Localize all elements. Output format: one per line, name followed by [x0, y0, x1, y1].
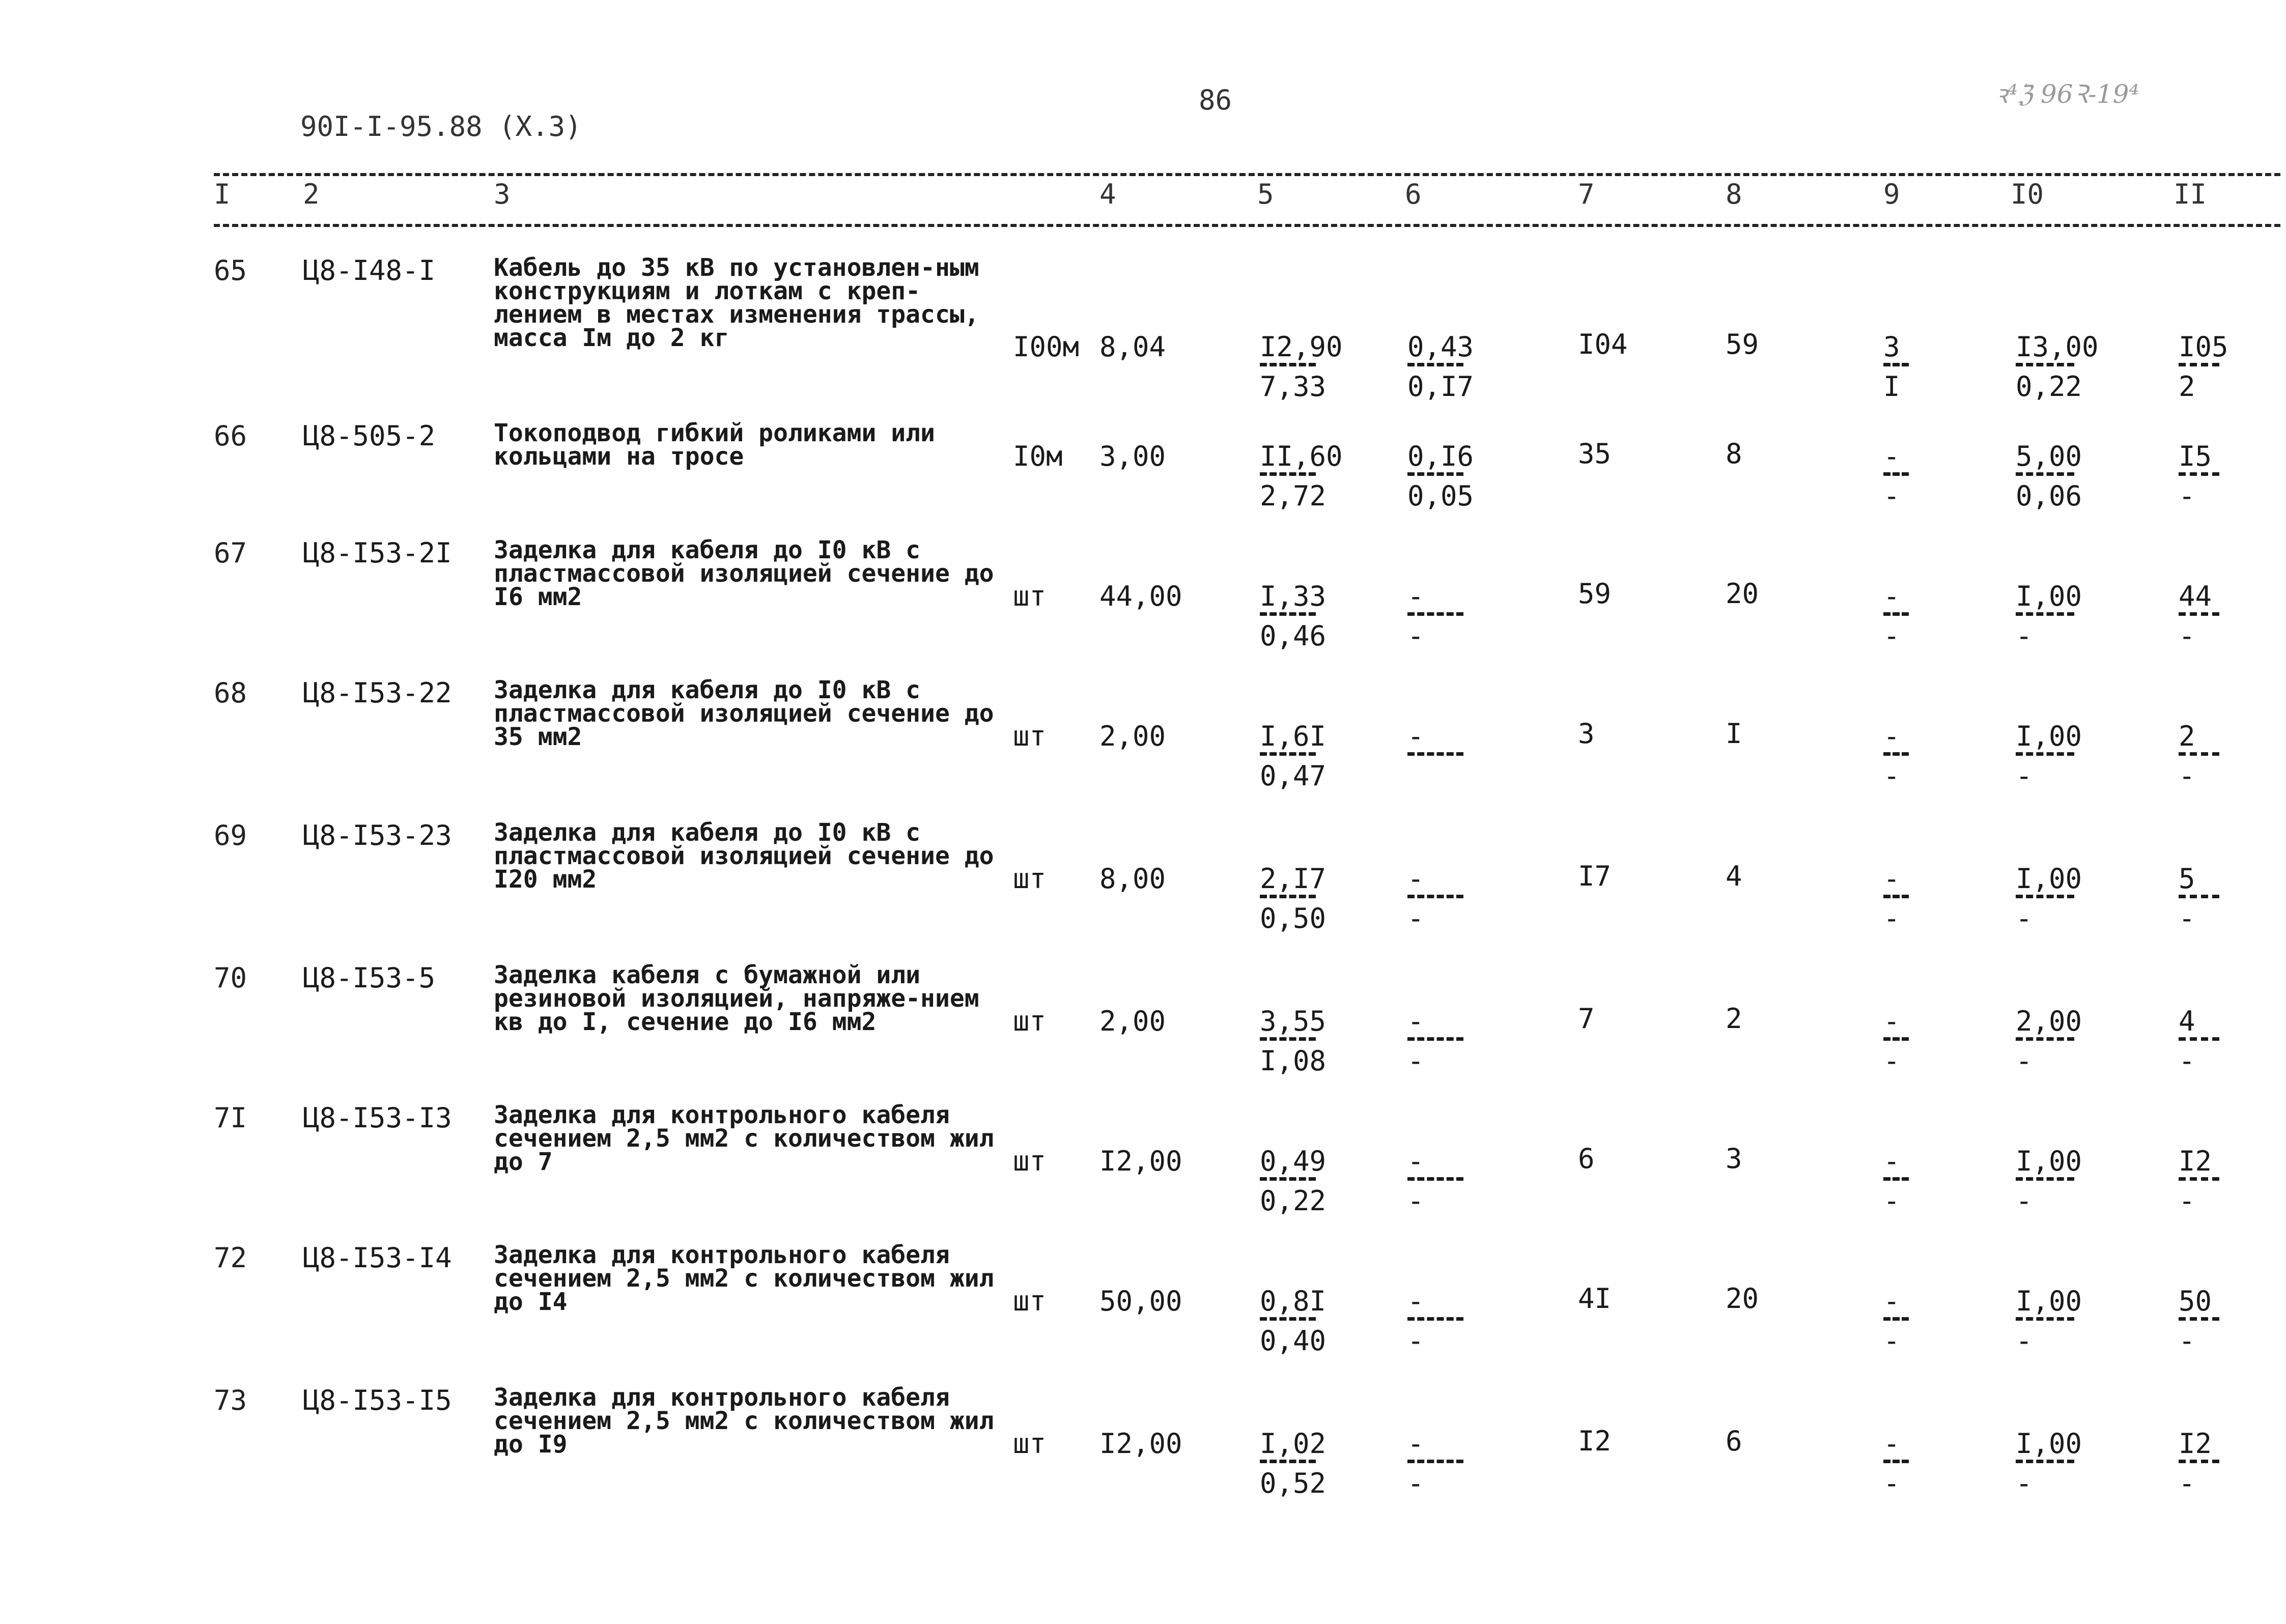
fraction-line-c5	[1260, 895, 1316, 898]
fraction-line-c6	[1407, 752, 1463, 756]
fraction-line-c10	[2016, 363, 2074, 366]
value-c5-bottom: 0,46	[1260, 620, 1327, 652]
row-number: 72	[214, 1242, 247, 1274]
value-c11-top: 50	[2179, 1285, 2212, 1317]
value-c11-bottom: -	[2179, 1045, 2195, 1077]
column-header-7: 7	[1578, 178, 1595, 210]
column-header-6: 6	[1405, 178, 1422, 210]
value-c8: 4	[1726, 860, 1742, 892]
value-c5-top: I,02	[1260, 1428, 1327, 1460]
fraction-line-c10	[2016, 472, 2074, 476]
header-top-rule	[214, 173, 2280, 176]
value-c11-bottom: 2	[2179, 371, 2195, 403]
value-c10-bottom: 0,06	[2016, 480, 2082, 512]
column-header-1: I	[214, 178, 231, 210]
value-c8: 6	[1726, 1425, 1742, 1457]
quantity: 44,00	[1099, 580, 1182, 612]
value-c9-bottom: -	[1883, 480, 1900, 512]
work-description: Заделка для контрольного кабеля сечением 2,5 мм2 с количеством жил до 7	[494, 1101, 994, 1176]
work-description: Токоподвод гибкий роликами или кольцами на тросе	[494, 419, 935, 471]
column-header-10: I0	[2011, 178, 2044, 210]
unit-of-measure: шт	[1013, 580, 1047, 612]
fraction-line-c10	[2016, 1460, 2074, 1463]
value-c11-top: 5	[2179, 863, 2195, 895]
fraction-line-c6	[1407, 1177, 1463, 1181]
column-header-2: 2	[303, 178, 320, 210]
value-c11-top: I2	[2179, 1428, 2212, 1460]
quantity: I2,00	[1099, 1145, 1182, 1177]
value-c5-top: 3,55	[1260, 1005, 1327, 1037]
value-c6-top: -	[1407, 1428, 1424, 1460]
rate-code: Ц8-I53-5	[303, 962, 436, 994]
quantity: I2,00	[1099, 1428, 1182, 1460]
value-c9-bottom: -	[1883, 1185, 1900, 1217]
value-c5-top: I,33	[1260, 580, 1327, 612]
quantity: 2,00	[1099, 1005, 1166, 1037]
quantity: 3,00	[1099, 440, 1166, 472]
fraction-line-c9	[1883, 752, 1909, 756]
value-c11-top: 44	[2179, 580, 2212, 612]
value-c8: 20	[1726, 1283, 1759, 1315]
value-c9-bottom: -	[1883, 902, 1900, 934]
fraction-line-c10	[2016, 1037, 2074, 1041]
value-c6-bottom: -	[1407, 902, 1424, 934]
fraction-line-c11	[2179, 612, 2219, 616]
work-description: Кабель до 35 кВ по установлен-ным конструкциям и лоткам с креп-лением в местах изменения трассы, масса Iм до 2 кг	[494, 253, 979, 352]
value-c11-bottom: -	[2179, 1185, 2195, 1217]
value-c6-bottom: -	[1407, 620, 1424, 652]
value-c10-top: I,00	[2016, 863, 2082, 895]
fraction-line-c10	[2016, 612, 2074, 616]
unit-of-measure: шт	[1013, 863, 1047, 895]
value-c6-top: -	[1407, 580, 1424, 612]
rate-code: Ц8-I53-I5	[303, 1384, 452, 1416]
fraction-line-c9	[1883, 1177, 1909, 1181]
fraction-line-c5	[1260, 752, 1316, 756]
value-c5-bottom: 7,33	[1260, 371, 1327, 403]
row-number: 70	[214, 962, 247, 994]
value-c8: 20	[1726, 578, 1759, 610]
row-number: 68	[214, 677, 247, 709]
fraction-line-c11	[2179, 1037, 2219, 1041]
fraction-line-c10	[2016, 1317, 2074, 1321]
value-c8: 8	[1726, 438, 1742, 470]
row-number: 7I	[214, 1102, 247, 1134]
header-bottom-rule	[214, 224, 2280, 227]
fraction-line-c5	[1260, 472, 1316, 476]
value-c6-top: -	[1407, 720, 1424, 752]
work-description: Заделка для контрольного кабеля сечением 2,5 мм2 с количеством жил до I4	[494, 1241, 994, 1316]
quantity: 8,04	[1099, 331, 1166, 363]
value-c6-top: -	[1407, 1145, 1424, 1177]
value-c11-bottom: -	[2179, 760, 2195, 792]
fraction-line-c9	[1883, 363, 1909, 366]
value-c5-top: 0,8I	[1260, 1285, 1327, 1317]
value-c9-top: -	[1883, 720, 1900, 752]
value-c9-top: 3	[1883, 331, 1900, 363]
rate-code: Ц8-I53-I4	[303, 1242, 452, 1274]
value-c9-bottom: -	[1883, 1045, 1900, 1077]
unit-of-measure: шт	[1013, 1285, 1047, 1317]
fraction-line-c9	[1883, 895, 1909, 898]
row-number: 73	[214, 1384, 247, 1416]
value-c11-bottom: -	[2179, 480, 2195, 512]
quantity: 2,00	[1099, 720, 1166, 752]
value-c10-top: I,00	[2016, 1145, 2082, 1177]
value-c10-top: I,00	[2016, 580, 2082, 612]
value-c6-bottom: -	[1407, 1467, 1424, 1499]
value-c10-top: I,00	[2016, 720, 2082, 752]
fraction-line-c6	[1407, 1460, 1463, 1463]
value-c6-bottom: 0,05	[1407, 480, 1474, 512]
value-c7: 3	[1578, 718, 1595, 750]
value-c11-top: 2	[2179, 720, 2195, 752]
column-header-9: 9	[1883, 178, 1900, 210]
unit-of-measure: шт	[1013, 1005, 1047, 1037]
work-description: Заделка для кабеля до I0 кВ с пластмассовой изоляцией сечение до I20 мм2	[494, 818, 994, 894]
row-number: 67	[214, 537, 247, 569]
work-description: Заделка для кабеля до I0 кВ с пластмассовой изоляцией сечение до I6 мм2	[494, 536, 994, 611]
value-c6-bottom: -	[1407, 1185, 1424, 1217]
rate-code: Ц8-I53-23	[303, 819, 452, 851]
value-c9-top: -	[1883, 580, 1900, 612]
value-c5-bottom: I,08	[1260, 1045, 1327, 1077]
value-c6-bottom: 0,I7	[1407, 371, 1474, 403]
fraction-line-c5	[1260, 1460, 1316, 1463]
value-c5-bottom: 0,50	[1260, 902, 1327, 934]
document-code: 90I-I-95.88 (X.3)	[300, 110, 582, 143]
value-c9-bottom: -	[1883, 760, 1900, 792]
fraction-line-c9	[1883, 612, 1909, 616]
fraction-line-c6	[1407, 363, 1463, 366]
value-c11-top: I05	[2179, 331, 2228, 363]
unit-of-measure: шт	[1013, 1428, 1047, 1460]
value-c10-bottom: -	[2016, 1045, 2033, 1077]
fraction-line-c11	[2179, 363, 2219, 366]
column-header-3: 3	[494, 178, 511, 210]
fraction-line-c6	[1407, 1037, 1463, 1041]
value-c8: 59	[1726, 328, 1759, 360]
value-c10-top: I,00	[2016, 1285, 2082, 1317]
value-c8: 2	[1726, 1003, 1742, 1035]
fraction-line-c11	[2179, 472, 2219, 476]
fraction-line-c5	[1260, 1177, 1316, 1181]
value-c7: 7	[1578, 1003, 1595, 1035]
unit-of-measure: I0м	[1013, 440, 1063, 472]
value-c11-bottom: -	[2179, 902, 2195, 934]
fraction-line-c10	[2016, 1177, 2074, 1181]
value-c6-top: -	[1407, 863, 1424, 895]
fraction-line-c11	[2179, 1317, 2219, 1321]
fraction-line-c10	[2016, 895, 2074, 898]
value-c7: I04	[1578, 328, 1628, 360]
quantity: 8,00	[1099, 863, 1166, 895]
value-c5-bottom: 0,47	[1260, 760, 1327, 792]
value-c5-bottom: 0,40	[1260, 1325, 1327, 1357]
value-c11-top: I2	[2179, 1145, 2212, 1177]
rate-code: Ц8-I48-I	[303, 254, 436, 287]
fraction-line-c5	[1260, 1037, 1316, 1041]
rate-code: Ц8-I53-I3	[303, 1102, 452, 1134]
unit-of-measure: шт	[1013, 720, 1047, 752]
value-c9-top: -	[1883, 1428, 1900, 1460]
fraction-line-c9	[1883, 1037, 1909, 1041]
value-c10-bottom: -	[2016, 760, 2033, 792]
value-c10-top: 5,00	[2016, 440, 2082, 472]
value-c10-bottom: 0,22	[2016, 371, 2082, 403]
work-description: Заделка для контрольного кабеля сечением 2,5 мм2 с количеством жил до I9	[494, 1383, 994, 1459]
value-c5-top: I,6I	[1260, 720, 1327, 752]
value-c11-bottom: -	[2179, 1467, 2195, 1499]
value-c10-bottom: -	[2016, 1467, 2033, 1499]
value-c8: 3	[1726, 1143, 1742, 1175]
fraction-line-c5	[1260, 363, 1316, 366]
value-c9-top: -	[1883, 1285, 1900, 1317]
value-c10-bottom: -	[2016, 620, 2033, 652]
fraction-line-c11	[2179, 1177, 2219, 1181]
work-description: Заделка для кабеля до I0 кВ с пластмассовой изоляцией сечение до 35 мм2	[494, 676, 994, 751]
value-c10-bottom: -	[2016, 902, 2033, 934]
value-c9-bottom: -	[1883, 1325, 1900, 1357]
value-c10-top: I3,00	[2016, 331, 2099, 363]
rate-code: Ц8-I53-22	[303, 677, 452, 709]
fraction-line-c6	[1407, 895, 1463, 898]
value-c9-top: -	[1883, 440, 1900, 472]
row-number: 66	[214, 420, 247, 452]
value-c11-bottom: -	[2179, 1325, 2195, 1357]
value-c10-bottom: -	[2016, 1185, 2033, 1217]
row-number: 69	[214, 819, 247, 851]
value-c6-top: -	[1407, 1285, 1424, 1317]
value-c7: I7	[1578, 860, 1612, 892]
fraction-line-c6	[1407, 472, 1463, 476]
value-c7: 4I	[1578, 1283, 1612, 1315]
value-c11-bottom: -	[2179, 620, 2195, 652]
value-c5-top: 0,49	[1260, 1145, 1327, 1177]
value-c5-bottom: 2,72	[1260, 480, 1327, 512]
value-c10-bottom: -	[2016, 1325, 2033, 1357]
value-c10-top: I,00	[2016, 1428, 2082, 1460]
fraction-line-c11	[2179, 1460, 2219, 1463]
value-c6-top: 0,43	[1407, 331, 1474, 363]
fraction-line-c9	[1883, 472, 1909, 476]
value-c5-top: II,60	[1260, 440, 1343, 472]
value-c9-bottom: I	[1883, 371, 1900, 403]
rate-code: Ц8-505-2	[303, 420, 436, 452]
fraction-line-c9	[1883, 1460, 1909, 1463]
value-c7: 6	[1578, 1143, 1595, 1175]
value-c7: 35	[1578, 438, 1612, 470]
value-c9-bottom: -	[1883, 620, 1900, 652]
row-number: 65	[214, 254, 247, 287]
corner-handwritten-note: ꝛ⁴ℨ 96Ꝛ-19⁴	[1995, 79, 2139, 109]
value-c5-bottom: 0,52	[1260, 1467, 1327, 1499]
value-c6-top: -	[1407, 1005, 1424, 1037]
fraction-line-c11	[2179, 895, 2219, 898]
page-number: 86	[1199, 84, 1232, 116]
column-header-5: 5	[1257, 178, 1274, 210]
unit-of-measure: I00м	[1013, 331, 1080, 363]
value-c11-top: 4	[2179, 1005, 2195, 1037]
value-c7: I2	[1578, 1425, 1612, 1457]
value-c9-top: -	[1883, 1145, 1900, 1177]
fraction-line-c6	[1407, 612, 1463, 616]
value-c9-top: -	[1883, 1005, 1900, 1037]
column-header-8: 8	[1726, 178, 1742, 210]
value-c5-bottom: 0,22	[1260, 1185, 1327, 1217]
value-c9-top: -	[1883, 863, 1900, 895]
rate-code: Ц8-I53-2I	[303, 537, 452, 569]
fraction-line-c5	[1260, 1317, 1316, 1321]
value-c6-bottom: -	[1407, 1045, 1424, 1077]
fraction-line-c11	[2179, 752, 2219, 756]
value-c5-top: I2,90	[1260, 331, 1343, 363]
work-description: Заделка кабеля с бумажной или резиновой изоляцией, напряже-нием кв до I, сечение до I6 мм2	[494, 961, 979, 1036]
value-c6-top: 0,I6	[1407, 440, 1474, 472]
value-c6-bottom: -	[1407, 1325, 1424, 1357]
unit-of-measure: шт	[1013, 1145, 1047, 1177]
fraction-line-c9	[1883, 1317, 1909, 1321]
value-c8: I	[1726, 718, 1742, 750]
value-c7: 59	[1578, 578, 1612, 610]
fraction-line-c6	[1407, 1317, 1463, 1321]
column-header-11: II	[2174, 178, 2207, 210]
column-header-4: 4	[1099, 178, 1116, 210]
value-c9-bottom: -	[1883, 1467, 1900, 1499]
value-c10-top: 2,00	[2016, 1005, 2082, 1037]
quantity: 50,00	[1099, 1285, 1182, 1317]
fraction-line-c5	[1260, 612, 1316, 616]
value-c11-top: I5	[2179, 440, 2212, 472]
value-c5-top: 2,I7	[1260, 863, 1327, 895]
fraction-line-c10	[2016, 752, 2074, 756]
